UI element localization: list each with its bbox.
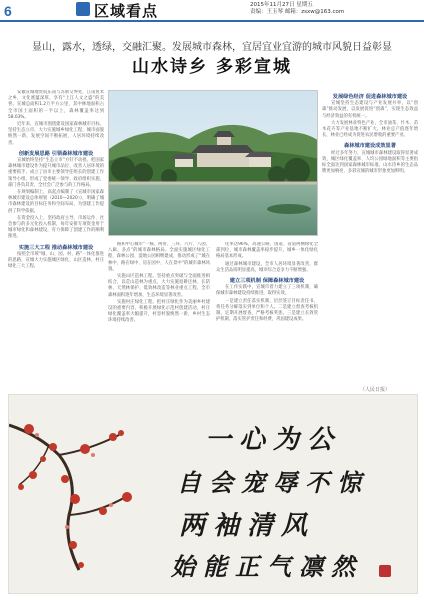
paragraph: 按照全市域“城、山、园、村、路”一体化推进的思路，宣城大力实施城区绿化、山区造林、村庄绿化三大工程。	[8, 251, 104, 270]
subhead: 实施三大工程 推动森林城市建设	[18, 244, 94, 251]
paragraph: 通过森林城市建设，全市人居环境显著改善，群众生活品质明显提高，城市综合竞争力不断增强。	[216, 261, 318, 273]
editor-line: 责编：王玉琴 邮箱：zsxw@163.com	[250, 9, 345, 15]
subhead: 创新发展思路 引领森林城市建设	[18, 150, 94, 157]
section-badge-icon	[76, 2, 90, 16]
seal-stamp-icon	[379, 565, 391, 577]
paragraph: 在工作实践中，宣城市着力建立了三项机制，确保城市森林建设持续推进，取得实效。	[216, 285, 318, 297]
paragraph: 宣城始终坚持“生态立市”方针不动摇，把国家森林城市建设作为提升城市品位、改善人居环境的重要抓手，成立了由市主要领导任组长的创建工作领导小组，形成了党委统一领导、政府组织实施、部门各负其责、全社会广泛参与的工作格局。	[8, 158, 104, 188]
paragraph: 实施村庄绿化工程。把村庄绿化作为美丽乡村建设的重要内容，积极开展绿化示范村创建活动，村庄绿化覆盖率大幅提升，村容村貌焕然一新，乡村生态环境持续改善。	[108, 299, 210, 324]
paragraph: 经过多年努力，宣城城市森林建设取得显著成效，城区绿化覆盖率、人均公园绿地面积等主要指标全面达到国家森林城市标准，山水诗乡的生态品牌更加响亮，多彩宣城的城市形象更加鲜明。	[322, 150, 418, 175]
paragraph: 一是建立责任落实机制，层层签订目标责任书，将任务分解落实到单位和个人。二是建立督查考核机制，定期开展督查，严格考核奖惩。三是建立长效管护机制，落实管护责任和经费，巩固建设成果。	[216, 298, 318, 323]
plum-blossom-branch-icon	[9, 395, 159, 594]
paragraph: 在规划编制上，高起点编制了《宣城市国家森林城市建设总体规划（2010—2020）》，明确了城市森林建设的目标任务和空间布局，为创建工作提供了科学依据。	[8, 190, 104, 214]
calligraphy-line-1: 一心为公	[205, 425, 342, 455]
calligraphy-line-3: 两袖清风	[179, 511, 316, 541]
header-rule	[0, 20, 424, 22]
paragraph: 在资金投入上，坚持政府主导、市场运作、社会参与的多元化投入机制，每年安排专项资金用于城市绿化和森林建设，有力保障了创建工作的顺利推进。	[8, 215, 104, 240]
article-column-mid-left	[108, 242, 210, 388]
subhead: 森林城市建设成效显著	[344, 143, 396, 150]
paragraph: 路和中心城市“一核、两带、三环、六片、八园、八廊、多点”的城市森林格局。全面实施城区绿化工程，森林公园、湿地公园相继建成，推动形成了“城在林中、路在绿中、房在园中、人在景中”的城市森林风貌。	[108, 242, 210, 272]
headline: 山水诗乡 多彩宣城	[132, 57, 292, 77]
paragraph: 安徽宣城地处皖东南与苏浙交界处，江南鱼米之乡，文化底蕴深厚，享有“上江人文之盛”的美誉。宣城总面积1.2万平方公里，其中林地面积占全市国土面积的一半以上，森林覆盖率达到58.03%。	[8, 90, 104, 120]
page-header	[0, 0, 424, 22]
article-column-mid-right	[216, 242, 318, 388]
page-number: 6	[4, 3, 12, 19]
paragraph: 近年来，宣城市围绕建设国家森林城市目标，坚持生态立市，大力实施城乡绿化工程，城市面貌焕然一新，发展空间不断拓展，人居环境持续改善。	[8, 122, 104, 146]
calligraphy-line-4: 始能正气凛然	[171, 552, 363, 581]
paragraph: 化率达96%，高速公路、国道、省道两侧绿化全部到位，城市森林覆盖率稳步提升，城乡一体化绿化格局基本形成。	[216, 242, 318, 260]
lead-line: 显山，露水，透绿，交融汇聚。发展城市森林，宜居宜业宜游的城市风貌日益彰显	[32, 42, 392, 53]
header-meta	[250, 2, 344, 16]
author-credit: （人民日报）	[360, 387, 391, 393]
calligraphy-feature	[8, 394, 418, 594]
subhead: 发展绿色经济 促进森林城市建设	[332, 94, 408, 100]
section-title: 区域看点	[94, 2, 159, 20]
date-line: 2015年11月27日 星期五	[250, 2, 313, 8]
calligraphy-line-2: 自会宠辱不惊	[177, 468, 369, 497]
landscape-photo-art	[109, 91, 318, 236]
subhead: 建立三项机制 保障森林城市建设	[229, 278, 305, 285]
paragraph: 宣城坚持生态建设与产业发展并举，以“创森”推动发展，以发展促进“创森”，实现生态效益与经济效益的有机统一。	[322, 101, 418, 119]
paragraph: 实施山区造林工程。坚持重点突破与全面推进相结合，以荒山造林为重点，大力实施退耕还林、长防林、天然林保护、低效林改造等林业重点工程，全市森林面积逐年增加，生态环境显著改善。	[108, 274, 210, 298]
article-column-left	[8, 90, 104, 388]
article-column-right	[322, 90, 418, 388]
landscape-photo	[108, 90, 318, 236]
paragraph: 大力发展林业特色产业，全市油茶、竹木、苗木花卉等产业基地不断扩大，林业总产值逐年增长，林业已经成为促进农民增收的重要产业。	[322, 120, 418, 139]
